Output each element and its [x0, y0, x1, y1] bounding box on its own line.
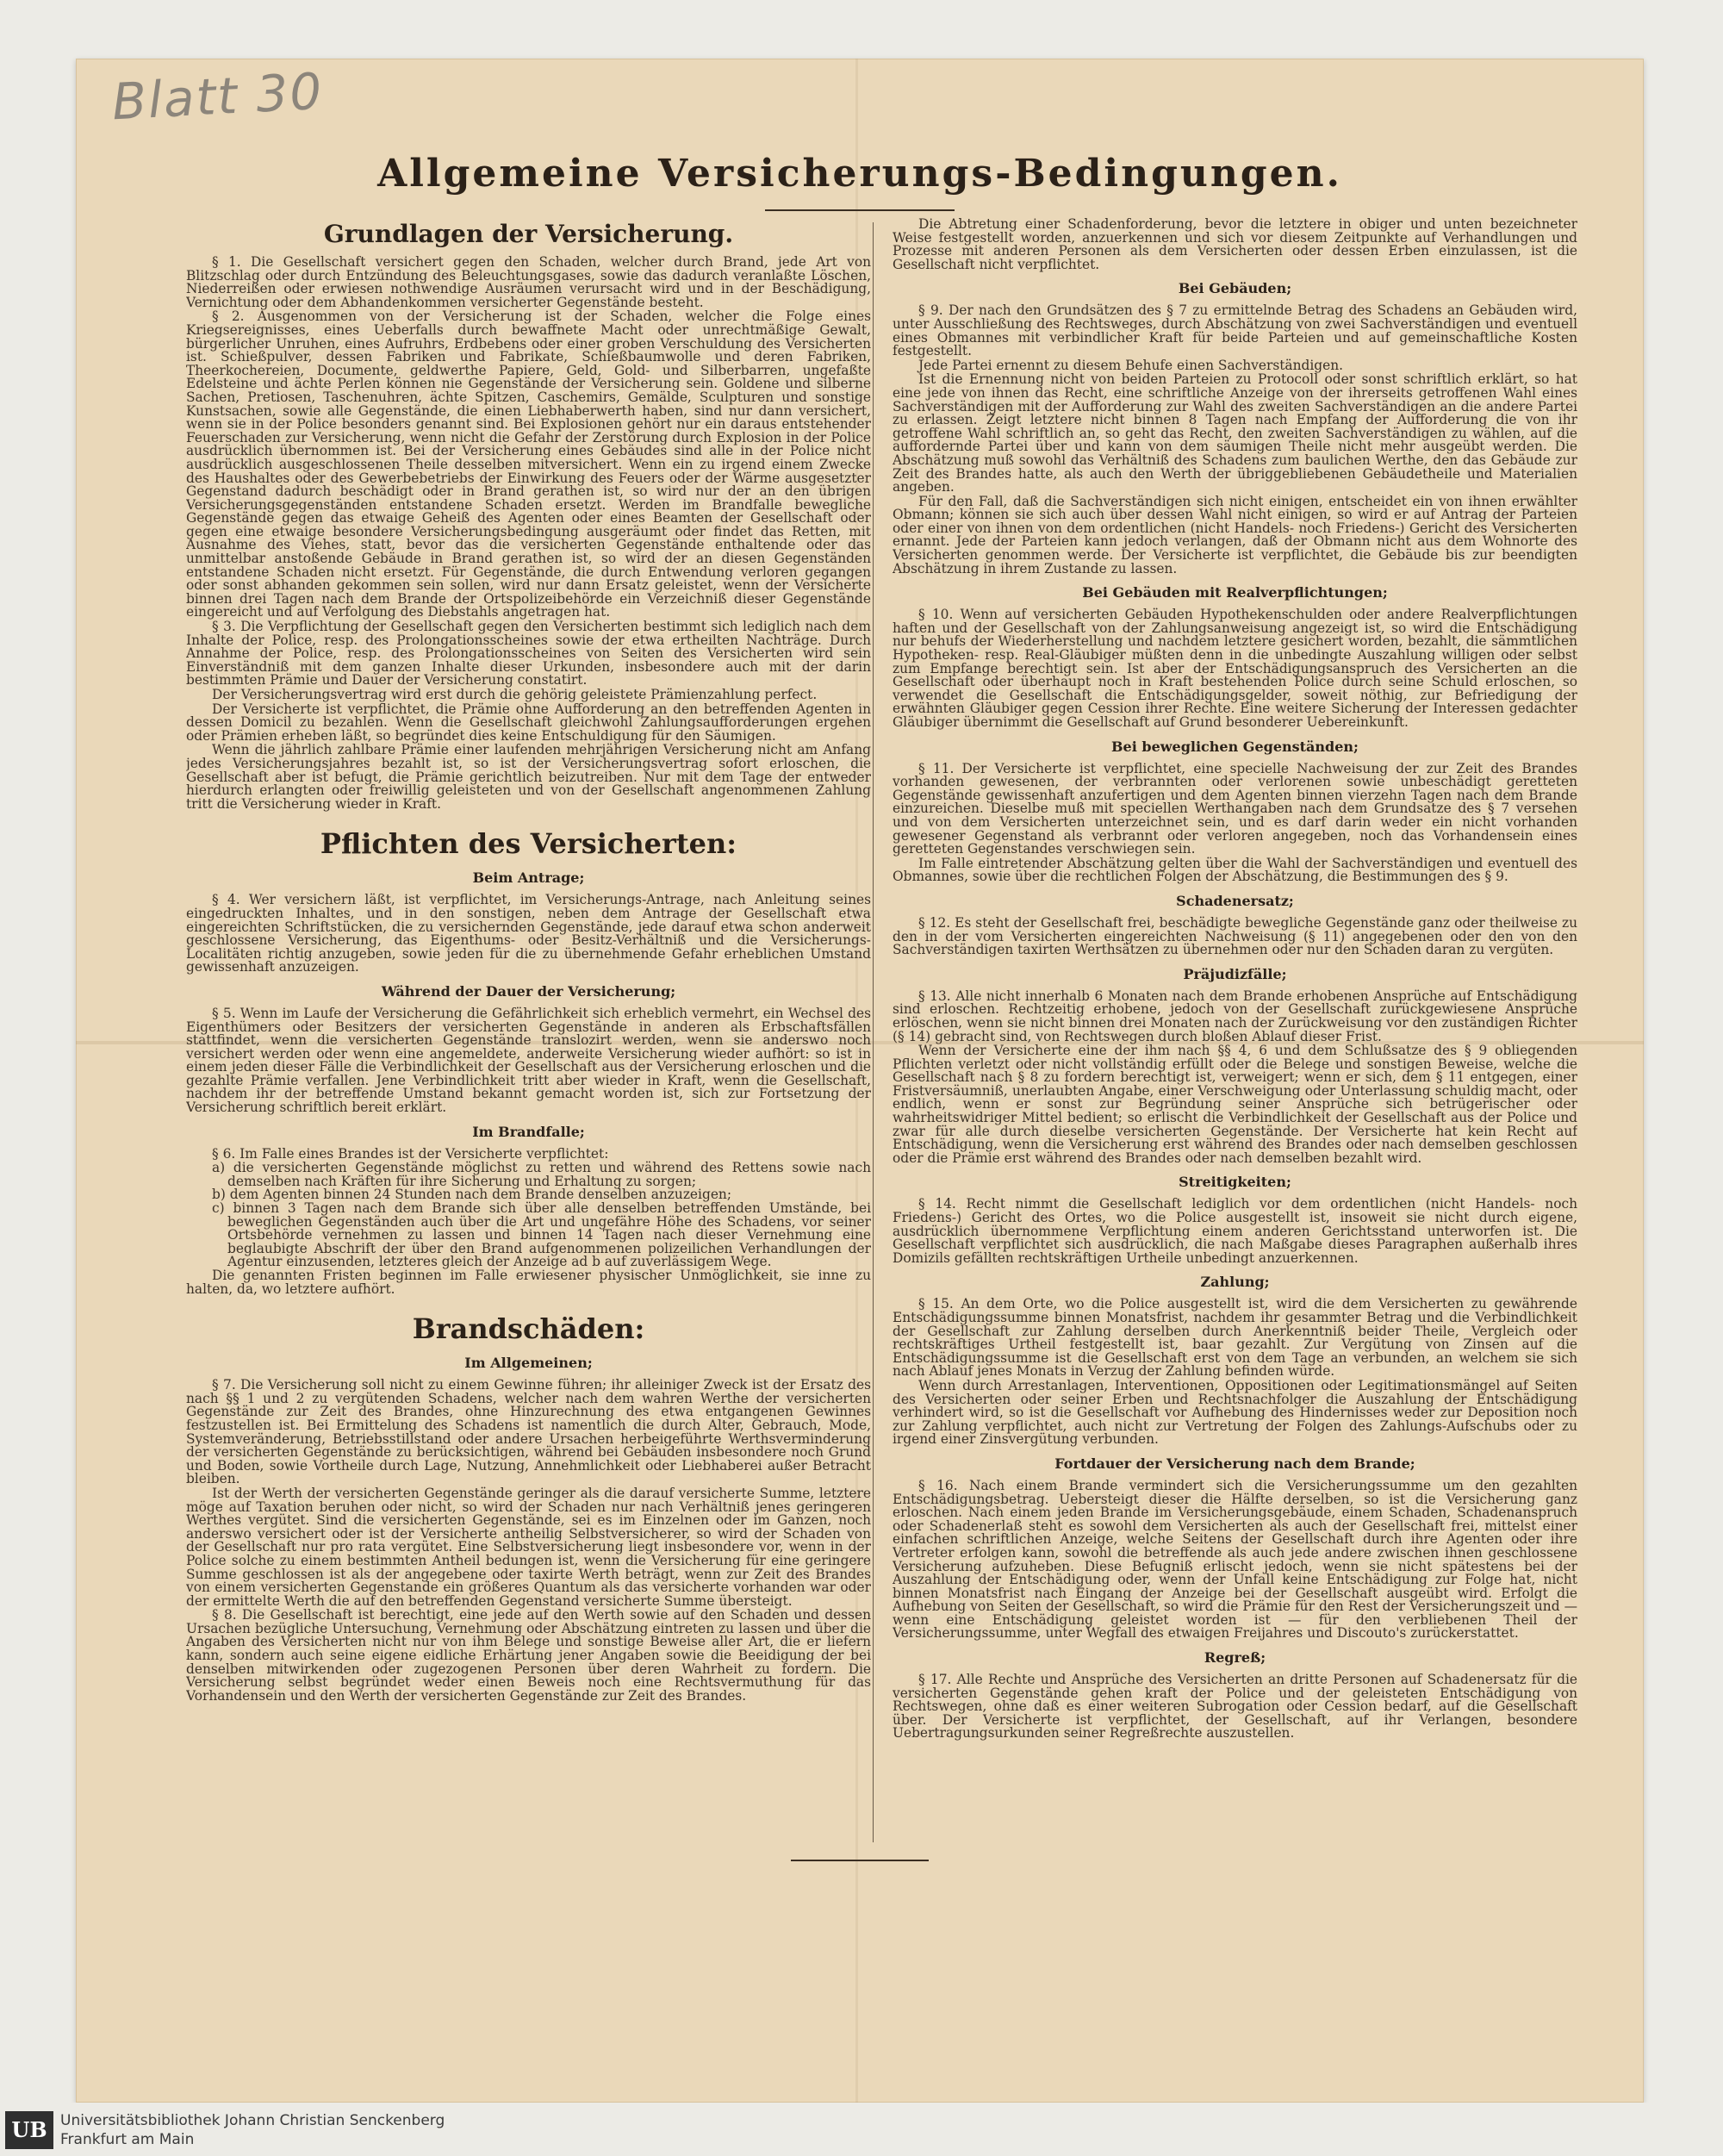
section-heading: Brandschäden: — [412, 1312, 645, 1346]
document-title: Allgemeine Versicherungs-Bedingungen. — [377, 152, 1342, 196]
sub-heading: Bei Gebäuden mit Realverpflichtungen; — [1082, 584, 1388, 601]
paragraph: § 10. Wenn auf versicherten Gebäuden Hypothekenschulden oder andere Realverpflichtungen haften und der Gesellschaft von der Zahlungsanweisung angezeigt ist, so wird die Entschädigung nur behufs der Wiederherstellung und nachdem letztere gesichert worden, bezahlt, die sämmtlichen Hypotheken- resp. Real-Gläubiger müßten denn in die unbedingte Auszahlung willigen oder selbst zum Empfange berechtigt sein. Ist aber der Entschädigungsanspruch des Versicherten an die Gesellschaft oder überhaupt noch in Kraft bestehenden Police durch seine Schuld erloschen, so verwendet die Gesellschaft die Entschädigungsgelder, soweit nöthig, zur Befriedigung der erwähnten Gläubiger gegen Cession ihrer Rechte. Eine weitere Sicherung der Interessen gedachter Gläubiger übernimmt die Gesellschaft auf Grund besonderer Uebereinkunft. — [893, 607, 1577, 730]
paragraph: Wenn die jährlich zahlbare Prämie einer laufenden mehrjährigen Versicherung nicht am Anfang jedes Versicherungsjahres bezahlt ist, so ist der Versicherungsvertrag sofort erloschen, die Gesellschaft aber ist befugt, die Prämie gerichtlich beizutreiben. Nur mit dem Tage der entweder hierdurch erlangten oder freiwillig geleisteten und von der Gesellschaft angenommenen Zahlung tritt die Versicherung wieder in Kraft. — [186, 742, 871, 812]
list-item: b) dem Agenten binnen 24 Stunden nach dem Brande denselben anzuzeigen; — [212, 1187, 732, 1203]
column-separator — [873, 222, 874, 1842]
sub-heading: Schadenersatz; — [1176, 892, 1294, 909]
right-column — [893, 218, 1577, 1872]
sub-heading: Beim Antrage; — [472, 869, 585, 887]
paragraph: Wenn der Versicherte eine der ihm nach §§ 4, 6 und dem Schlußsatze des § 9 obliegenden Pflichten verletzt oder nicht vollständig erfüllt oder die Belege und sonstigen Beweise, welche die Gesellschaft nach § 8 zu fordern berechtigt ist, verweigert; wenn er sich, dem § 11 entgegen, einer Fristversäumniß, unerlaubten Angabe, einer Verschweigung oder Unterlassung schuldig macht, oder endlich, wenn er sonst zur Begründung seiner Ansprüche sich betrügerischer oder wahrheitswidriger Mittel bedient; so erlischt die Verbindlichkeit der Gesellschaft aus der Police und zwar für alle durch dieselbe versicherten Gegenstände. Der Versicherte hat kein Recht auf Entschädigung, wenn die Versicherung erst während des Brandes oder nach demselben geschlossen oder die Prämie erst während des Brandes oder nach demselben bezahlt wird. — [893, 1043, 1577, 1166]
paragraph: Jede Partei ernennt zu diesem Behufe einen Sachverständigen. — [918, 357, 1344, 373]
handwritten-note: Blatt 30 — [110, 61, 325, 132]
paragraph: Im Falle eintretender Abschätzung gelten über die Wahl der Sachverständigen und eventuell des Obmannes, sowie über die rechtlichen Folgen der Abschätzung, die Bestimmungen des § 9. — [893, 855, 1577, 885]
list-item: c) binnen 3 Tagen nach dem Brande sich über alle denselben betreffenden Umstände, bei beweglichen Gegenständen auch über die Art und ungefähre Höhe des Schadens, vor seiner Ortsbehörde vernehmen zu lassen und binnen 14 Tagen nach dieser Vernehmung eine beglaubigte Abschrift der über den Brand aufgenommenen polizeilichen Verhandlungen der Agentur einzusenden, letzteres gleich der Anzeige ad b auf zuverlässigem Wege. — [212, 1200, 871, 1270]
section-heading: Grundlagen der Versicherung. — [323, 220, 734, 248]
paragraph: Ist die Ernennung nicht von beiden Parteien zu Protocoll oder sonst schriftlich erklärt, so hat eine jede von ihnen das Recht, eine schriftliche Anzeige von der ihrerseits getroffenen Wahl eines Sachverständigen mit der Aufforderung zur Wahl des zweiten Sachverständigen an die andere Partei zu erlassen. Zeigt letztere nicht binnen 8 Tagen nach Empfang der Aufforderung die von ihr getroffene Wahl schriftlich an, so geht das Recht, den zweiten Sachverständigen zu wählen, auf die auffordernde Partei über und kann von dem säumigen Theile nicht mehr ausgeübt werden. Die Abschätzung muß sowohl das Verhältniß des Schadens zum baulichen Werthe, den das Gebäude zur Zeit des Brandes hatte, als auch den Werth der übriggebliebenen Gebäudetheile und Materialien angeben. — [893, 371, 1577, 495]
sub-heading: Im Brandfalle; — [472, 1123, 585, 1140]
paragraph: § 15. An dem Orte, wo die Police ausgestellt ist, wird die dem Versicherten zu gewährende Entschädigungssumme binnen Monatsfrist, nachdem ihr gesammter Betrag und die Verbindlichkeit der Gesellschaft zur Zahlung derselben durch Anerkenntniß beider Theile, Vergleich oder rechtskräftiges Urtheil festgestellt ist, baar gezahlt. Zur Vergütung von Zinsen auf die Entschädigungssumme ist die Gesellschaft erst von dem Tage an verbunden, an welchem sie sich nach Ablauf jenes Monats in Verzug der Zahlung befinden würde. — [893, 1296, 1577, 1380]
institution-line-1: Universitätsbibliothek Johann Christian Senckenberg — [60, 2112, 445, 2129]
title-rule — [765, 209, 955, 211]
institution-name — [60, 2111, 445, 2149]
paragraph: § 6. Im Falle eines Brandes ist der Versicherte verpflichtet: — [212, 1145, 609, 1162]
document-sheet — [76, 59, 1644, 2103]
paragraph: § 13. Alle nicht innerhalb 6 Monaten nach dem Brande erhobenen Ansprüche auf Entschädigung sind erloschen. Rechtzeitig erhobene, jedoch von der Gesellschaft zurückgewiesene Ansprüche erlöschen, wenn sie nicht binnen drei Monaten nach der Zurückweisung vor den zuständigen Richter (§ 14) gebracht sind, von Rechtswegen durch bloßen Ablauf dieser Frist. — [893, 988, 1577, 1044]
ub-logo: UB — [5, 2111, 53, 2149]
sub-heading: Streitigkeiten; — [1179, 1174, 1291, 1191]
paragraph: Wenn durch Arrestanlagen, Interventionen, Oppositionen oder Legitimationsmängel auf Seiten des Versicherten oder seiner Erben und Rechtsnachfolger die Auszahlung der Entschädigung verhindert wird, so ist die Gesellschaft vor Aufhebung des Hindernisses weder zur Deposition noch zur Zahlung verpflichtet, auch nicht zur Vertretung der Folgen des Zahlungs-Aufschubs oder zu irgend einer Zinsvergütung verbunden. — [893, 1377, 1577, 1448]
list-item: a) die versicherten Gegenstände möglichst zu retten und während des Rettens sowie nach demselben nach Kräften für ihre Sicherung und Erhaltung zu sorgen; — [212, 1160, 871, 1189]
sub-heading: Präjudizfälle; — [1183, 965, 1287, 982]
paragraph: § 4. Wer versichern läßt, ist verpflichtet, im Versicherungs-Antrage, nach Anleitung seines eingedruckten Inhaltes, und in den sonstigen, neben dem Antrage der Gesellschaft etwa eingereichten Schriftstücken, die zu versichernden Gegenstände, jede darauf etwa schon anderweit geschlossene Versicherung, das Eigenthums- oder Besitz-Verhältniß und die Versicherungs-Localitäten richtig anzugeben, sowie jeden für die zu übernehmende Gefahr erheblichen Umstand gewissenhaft anzuzeigen. — [186, 892, 871, 975]
paragraph: § 2. Ausgenommen von der Versicherung ist der Schaden, welcher die Folge eines Kriegsereignisses, eines Ueberfalls durch bewaffnete Macht oder unrechtmäßige Gewalt, bürgerlicher Unruhen, eines Aufruhrs, Erdbebens oder einer groben Verschuldung des Versicherten ist. Schießpulver, dessen Fabriken und Fabrikate, Schießbaumwolle und deren Fabriken, Theerkochereien, Documente, geldwerthe Papiere, Geld, Gold- und Silberbarren, ungefaßte Edelsteine und ächte Perlen können nie Gegenstände der Versicherung sein. Goldene und silberne Sachen, Pretiosen, Taschenuhren, ächte Spitzen, Caschemirs, Gemälde, Sculpturen und sonstige Kunstsachen, sowie alle Gegenstände, die einen Liebhaberwerth haben, sind nur dann versichert, wenn sie in der Police besonders genannt sind. Bei Explosionen gehört nur ein daraus entstehender Feuerschaden zur Versicherung, wenn nicht die Gefahr der Zerstörung durch Explosion in der Police ausdrücklich übernommen ist. Bei der Versicherung eines Gebäudes sind alle in der Police nicht ausdrücklich ausgeschlossenen Theile desselben mitversichert. Wenn ein zu irgend einem Zwecke des Haushaltes oder des Gewerbebetriebs der Einwirkung des Feuers oder der Wärme ausgesetzter Gegenstand dadurch beschädigt oder in Brand gerathen ist, so wird nur der an den übrigen Versicherungsgegenständen entstandene Schaden ersetzt. Werden im Brandfalle bewegliche Gegenstände gegen das etwaige Geheiß des Agenten oder eines Beamten der Gesellschaft oder gegen eine etwaige besondere Versicherungsbedingung ausgeräumt oder findet das Retten, mit Ausnahme des Viehes, statt, bevor das die versicherten Gegenstände enthaltende oder das unmittelbar anstoßende Gebäude in Brand gerathen ist, so wird der an diesen Gegenständen entstandene Schaden nicht ersetzt. Für Gegenstände, die durch Entwendung verloren gegangen oder sonst abhanden gekommen sein sollen, wird nur dann Ersatz geleistet, wenn der Versicherte binnen drei Tagen nach dem Brande der Ortspolizeibehörde ein Verzeichniß dieser Gegenstände eingereicht und auf Verfolgung des Diebstahls angetragen hat. — [186, 308, 871, 620]
footer — [0, 2103, 1723, 2156]
paragraph: Der Versicherungsvertrag wird erst durch die gehörig geleistete Prämienzahlung perfect. — [212, 687, 818, 702]
paragraph: Der Versicherte ist verpflichtet, die Prämie ohne Aufforderung an den betreffenden Agenten in dessen Domicil zu bezahlen. Wenn die Gesellschaft gleichwohl Zahlungsaufforderungen ergehen oder Prämien erheben läßt, so begründet dies keine Entschuldigung für den Säumigen. — [186, 701, 871, 744]
sub-heading: Im Allgemeinen; — [464, 1355, 593, 1372]
paragraph: § 16. Nach einem Brande vermindert sich die Versicherungssumme um den gezahlten Entschädigungsbetrag. Uebersteigt dieser die Hälfte derselben, so ist die Versicherung ganz erloschen. Nach einem jeden Brande im Versicherungsgebäude, einem Schaden, Schadenanspruch oder Schadenerlaß steht es sowohl dem Versicherten als auch der Gesellschaft frei, mittelst einer einfachen schriftlichen Anzeige, welche Seitens der Gesellschaft durch ihre Agenten oder ihre Vertreter erfolgen kann, sowohl die betreffende als auch jede andere zwischen ihnen geschlossene Versicherung aufzuheben. Diese Befugniß erlischt jedoch, wenn sie nicht spätestens bei der Auszahlung der Entschädigung oder, wenn der Unfall keine Entschädigung zur Folge hat, nicht binnen Monatsfrist nach Eingang der Anzeige bei der Gesellschaft ausgeübt wird. Erfolgt die Aufhebung von Seiten der Gesellschaft, so wird die Prämie für den Rest der Versicherungszeit und — wenn eine Entschädigung geleistet worden ist — für den verbliebenen Theil der Versicherungssumme, unter Wegfall des etwaigen Freijahres und Discouto's zurückerstattet. — [893, 1477, 1577, 1642]
paragraph: § 9. Der nach den Grundsätzen des § 7 zu ermittelnde Betrag des Schadens an Gebäuden wird, unter Ausschließung des Rechtsweges, durch Abschätzung von zwei Sachverständigen und eventuell eines Obmannes mit verbindlicher Kraft für beide Parteien und auf gemeinschaftliche Kosten festgestellt. — [893, 302, 1577, 359]
paragraph: Für den Fall, daß die Sachverständigen sich nicht einigen, entscheidet ein von ihnen erwählter Obmann; können sie sich auch über dessen Wahl nicht einigen, so wird er auf Antrag der Parteien oder einer von ihnen von dem ordentlichen (nicht Handels- noch Friedens-) Gericht des Versicherten ernannt. Jede der Parteien kann jedoch verlangen, daß der Obmann nicht aus dem Wohnorte des Versicherten genommen werde. Der Versicherte ist verpflichtet, die Gebäude bis zur beendigten Abschätzung in ihrem Zustande zu lassen. — [893, 493, 1577, 576]
paragraph: § 11. Der Versicherte ist verpflichtet, eine specielle Nachweisung der zur Zeit des Brandes vorhanden gewesenen, der verbrannten oder verlorenen sowie unbeschädigt geretteten Gegenstände gewissenhaft anzufertigen und dem Agenten binnen vierzehn Tagen nach dem Brande einzureichen. Dieselbe muß mit speciellen Werthangaben nach dem Grundsatze des § 7 versehen und von dem Versicherten unterzeichnet sein, und es darf darin weder ein nicht vorhanden gewesener Gegenstand als verbrannt oder verloren angegeben, noch das Vorhandensein eines geretteten Gegenstandes verschwiegen sein. — [893, 760, 1577, 857]
paragraph: § 8. Die Gesellschaft ist berechtigt, eine jede auf den Werth sowie auf den Schaden und dessen Ursachen bezügliche Untersuchung, Vernehmung oder Abschätzung eintreten zu lassen und über die Angaben des Versicherten nicht nur von ihm Belege und sonstige Beweise aller Art, die er liefern kann, sondern auch seine eigene eidliche Erhärtung jener Angaben sowie die Beeidigung der bei denselben mitwirkenden oder zugezogenen Personen über deren Wahrheit zu fordern. Die Versicherung selbst begründet weder einen Beweis noch eine Rechtsvermuthung für das Vorhandensein und den Werth der versicherten Gegenstände zur Zeit des Brandes. — [186, 1607, 871, 1704]
sub-heading: Bei Gebäuden; — [1178, 280, 1292, 297]
paragraph: § 7. Die Versicherung soll nicht zu einem Gewinne führen; ihr alleiniger Zweck ist der Ersatz des nach §§ 1 und 2 zu vergütenden Schadens, welcher nach dem wahren Werthe der versicherten Gegenstände zur Zeit des Brandes, ohne Hinzurechnung des etwa entgangenen Gewinnes festzustellen ist. Bei Ermittelung des Schadens ist namentlich die durch Alter, Gebrauch, Mode, Systemveränderung, Betriebsstillstand oder andere Ursachen herbeigeführte Werthsverminderung der versicherten Gegenstände zu berücksichtigen, während bei Gebäuden insbesondere noch Grund und Boden, sowie Vortheile durch Lage, Nutzung, Annehmlichkeit oder Liebhaberei außer Betracht bleiben. — [186, 1377, 871, 1487]
paragraph: Die genannten Fristen beginnen im Falle erwiesener physischer Unmöglichkeit, sie inne zu halten, da, wo letztere aufhört. — [186, 1268, 871, 1297]
paragraph: Die Abtretung einer Schadenforderung, bevor die letztere in obiger und unten bezeichneter Weise festgestellt worden, anzuerkennen und sich vor diesem Zeitpunkte auf Verhandlungen und Prozesse mit anderen Personen als dem Versicherten oder dessen Erben einzulassen, ist die Gesellschaft nicht verpflichtet. — [893, 218, 1577, 272]
paragraph: § 12. Es steht der Gesellschaft frei, beschädigte bewegliche Gegenstände ganz oder theilweise zu den in der vom Versicherten eingereichten Nachweisung (§ 11) angegebenen oder den von den Sachverständigen taxirten Werthsätzen zu übernehmen oder nur den Schaden daran zu vergüten. — [893, 914, 1577, 958]
paragraph: § 17. Alle Rechte und Ansprüche des Versicherten an dritte Personen auf Schadenersatz für die versicherten Gegenstände gehen kraft der Police und der geleisteten Entschädigung von Rechtswegen, ohne daß es einer weiteren Subrogation oder Cession bedarf, auf die Gesellschaft über. Der Versicherte ist verpflichtet, der Gesellschaft, auf ihr Verlangen, besondere Uebertragungsurkunden seiner Regreßrechte auszustellen. — [893, 1672, 1577, 1742]
paragraph: Ist der Werth der versicherten Gegenstände geringer als die darauf versicherte Summe, letztere möge auf Taxation beruhen oder nicht, so wird der Schaden nur nach Verhältniß jenes geringeren Werthes vergütet. Sind die versicherten Gegenstände, sei es im Einzelnen oder im Ganzen, noch anderswo versichert oder ist der Versicherte antheilig Selbstversicherer, so wird der Schaden von der Gesellschaft nur pro rata vergütet. Eine Selbstversicherung liegt insbesondere vor, wenn in der Police solche zu einem bestimmten Antheil bedungen ist, wenn die Versicherung für eine geringere Summe geschlossen ist als der angegebene oder taxirte Werth beträgt, wenn zur Zeit des Brandes von einem versicherten Gegenstande ein größeres Quantum als das versicherte vorhanden war oder der ermittelte Werth die auf den betreffenden Gegenstand versicherte Summe übersteigt. — [186, 1485, 871, 1609]
institution-line-2: Frankfurt am Main — [60, 2131, 195, 2148]
sub-heading: Zahlung; — [1200, 1274, 1270, 1291]
left-column — [186, 218, 871, 1872]
end-rule — [791, 1860, 929, 1861]
sub-heading: Regreß; — [1204, 1649, 1266, 1667]
section-heading: Pflichten des Versicherten: — [320, 827, 737, 861]
paragraph: § 3. Die Verpflichtung der Gesellschaft gegen den Versicherten bestimmt sich lediglich nach dem Inhalte der Police, resp. des Prolongationsscheines sowie der etwa ertheilten Nachträge. Durch Annahme der Police, resp. des Prolongationsscheines von Seiten des Versicherten wird sein Einverständniß mit dem ganzen Inhalte dieser Urkunden, insbesondere auch mit der darin bestimmten Prämie und Dauer der Versicherung constatirt. — [186, 619, 871, 689]
paragraph: § 5. Wenn im Laufe der Versicherung die Gefährlichkeit sich erheblich vermehrt, ein Wechsel des Eigenthümers oder Besitzers der versicherten Gegenstände in anderen als Erbschaftsfällen stattfindet, wenn die versicherten Gegenstände translozirt werden, wenn sie anderswo noch versichert werden oder wenn eine angemeldete, anderweite Versicherung wieder aufhört: so ist in einem jeden dieser Fälle die Verbindlichkeit der Gesellschaft aus der Versicherung erloschen und die gezahlte Prämie verfallen. Jene Verbindlichkeit tritt aber wieder in Kraft, wenn die Gesellschaft, nachdem ihr der betreffende Umstand bekannt gemacht worden ist, sich zur Fortsetzung der Versicherung schriftlich bereit erklärt. — [186, 1005, 871, 1116]
paragraph: § 1. Die Gesellschaft versichert gegen den Schaden, welcher durch Brand, jede Art von Blitzschlag oder durch Entzündung des Beleuchtungsgases, sowie das dadurch veranlaßte Löschen, Niederreißen oder erwiesen nothwendige Ausräumen verursacht wird und in der Beschädigung, Vernichtung oder dem Abhandenkommen versicherter Gegenstände besteht. — [186, 254, 871, 310]
sub-heading: Bei beweglichen Gegenständen; — [1111, 738, 1359, 755]
sub-heading: Während der Dauer der Versicherung; — [381, 982, 676, 1000]
paragraph: § 14. Recht nimmt die Gesellschaft lediglich vor dem ordentlichen (nicht Handels- noch Friedens-) Gericht des Ortes, wo die Police ausgestellt ist, insoweit sie nicht durch eigene, ausdrücklich übernommene Verpflichtung einem anderen Gerichtsstand unterworfen ist. Die Gesellschaft verpflichtet sich ausdrücklich, die nach Maßgabe dieses Paragraphen außerhalb ihres Domizils gefällten rechtskräftigen Urtheile unbedingt anzuerkennen. — [893, 1196, 1577, 1266]
sub-heading: Fortdauer der Versicherung nach dem Brande; — [1054, 1455, 1415, 1472]
